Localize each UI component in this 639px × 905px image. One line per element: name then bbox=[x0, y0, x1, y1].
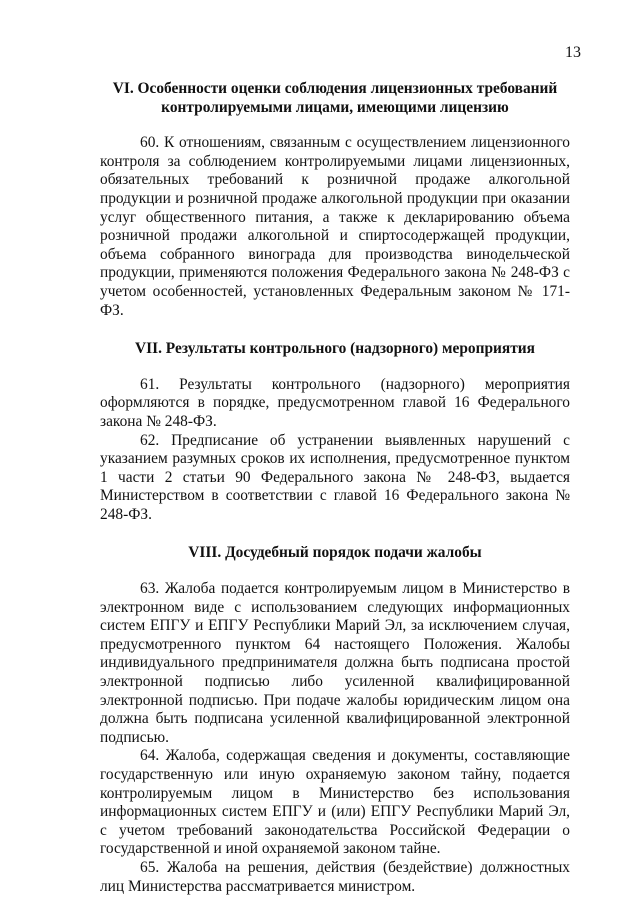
section-vi bbox=[100, 80, 570, 320]
page-number: 13 bbox=[565, 44, 581, 61]
section-viii bbox=[100, 544, 570, 896]
section-title: VIII. Досудебный порядок подачи жалобы bbox=[188, 544, 482, 562]
section-title: VII. Результаты контрольного (надзорного) мероприятия bbox=[135, 340, 535, 358]
section-title-line: контролируемыми лицами, имеющими лицензию bbox=[161, 98, 509, 116]
paragraph-61: 61. Результаты контрольного (надзорного) мероприятия оформляются в порядке, предусмотренном главой 16 Федерального закона № 248-ФЗ. bbox=[100, 375, 570, 430]
paragraph-63: 63. Жалоба подается контролируемым лицом в Министерство в электронном виде с использованием следующих информационных систем ЕПГУ и ЕПГУ Республики Марий Эл, за исключением случая, предусмотренного пунктом 64 настоящего Положения. Жалобы индивидуального предпринимателя должна быть подписана простой электронной подписью либо усиленной квалифицированной электронной подписью. При подаче жалобы юридическим лицом она должна быть подписана усиленной квалифицированной электронной подписью. bbox=[100, 580, 570, 746]
section-title-line: VI. Особенности оценки соблюдения лицензионных требований bbox=[112, 80, 558, 97]
document-body bbox=[100, 80, 570, 896]
paragraph-62: 62. Предписание об устранении выявленных нарушений с указанием разумных сроков их исполнения, предусмотренное пунктом 1 части 2 статьи 90 Федерального закона № 248-ФЗ, выдается Министерством в соответствии с главой 16 Федерального закона № 248-ФЗ. bbox=[100, 431, 570, 523]
paragraph-65: 65. Жалоба на решения, действия (бездействие) должностных лиц Министерства рассматривается министром. bbox=[100, 858, 570, 895]
paragraph-64: 64. Жалоба, содержащая сведения и документы, составляющие государственную или иную охраняемую законом тайну, подается контролируемым лицом в Министерство без использования информационных систем ЕПГУ и (или) ЕПГУ Республики Марий Эл, с учетом требований законодательства Российской Федерации о государственной и иной охраняемой законом тайне. bbox=[100, 747, 570, 858]
section-vii bbox=[100, 340, 570, 524]
paragraph-60: 60. К отношениям, связанным с осуществлением лицензионного контроля за соблюдением контролируемыми лицами лицензионных, обязательных требований к розничной продаже алкогольной продукции и розничной продаже алкогольной продукции при оказании услуг общественного питания, а также к декларированию объема розничной продажи алкогольной и спиртосодержащей продукции, объема собранного винограда для производства винодельческой продукции, применяются положения Федерального закона № 248-ФЗ с учетом особенностей, установленных Федеральным законом № 171-ФЗ. bbox=[100, 134, 570, 319]
